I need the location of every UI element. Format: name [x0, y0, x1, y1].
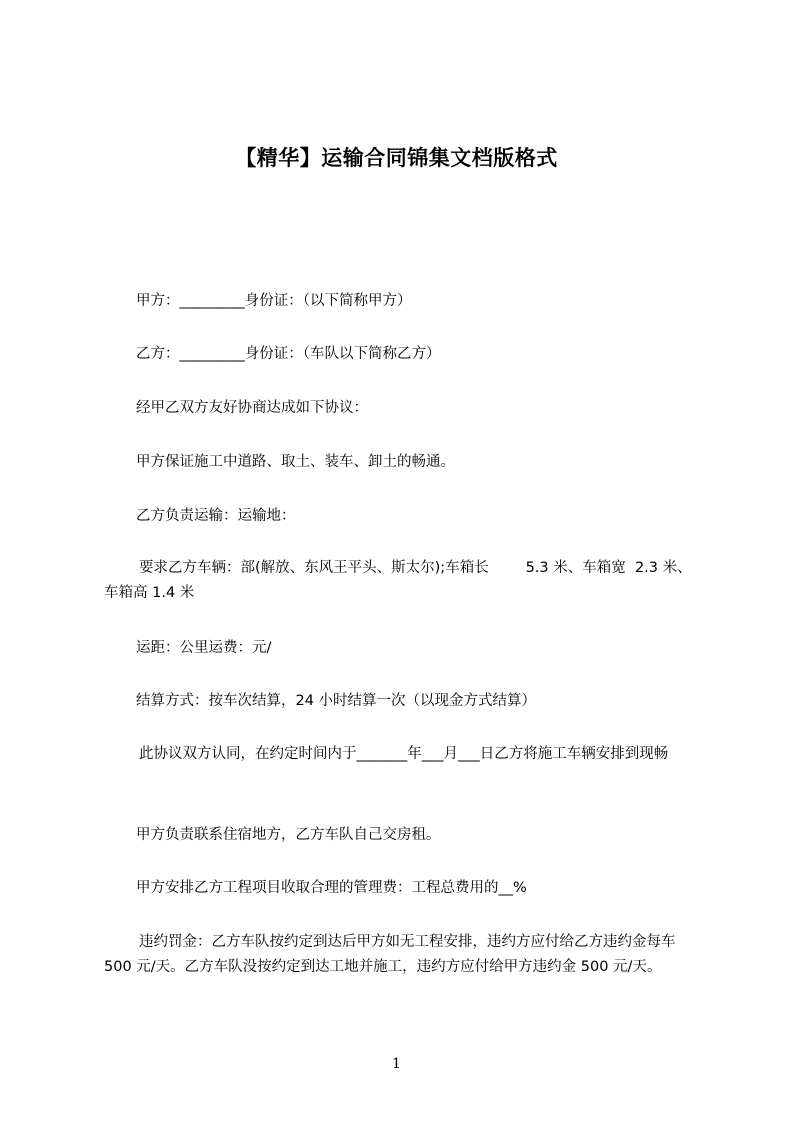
- settlement-method-paragraph: 结算方式：按车次结算，24 小时结算一次（以现金方式结算）: [136, 693, 537, 709]
- transport-responsibility-paragraph: 乙方负责运输：运输地：: [136, 508, 296, 524]
- accommodation-paragraph: 甲方负责联系住宿地方，乙方车队自己交房租。: [136, 827, 441, 843]
- arrival-schedule-paragraph: 此协议双方认同，在约定时间内于_______年___月___日乙方将施工车辆安排到现畅: [139, 746, 669, 762]
- page-number: 1: [392, 1056, 401, 1072]
- road-guarantee-paragraph: 甲方保证施工中道路、取土、装车、卸土的畅通。: [136, 454, 455, 470]
- management-fee-paragraph: 甲方安排乙方工程项目收取合理的管理费：工程总费用的__%: [136, 880, 527, 896]
- penalty-paragraph: 违约罚金：乙方车队按约定到达后甲方如无工程安排，违约方应付给乙方违约金每车 500 元/天。乙方车队没按约定到达工地并施工，违约方应付给甲方违约金 500 元/天。: [104, 934, 681, 975]
- party-b-line: 乙方：_________身份证：（车队以下简称乙方）: [136, 346, 441, 362]
- distance-fee-paragraph: 运距：公里运费：元/: [136, 640, 272, 656]
- agreement-intro-paragraph: 经甲乙双方友好协商达成如下协议：: [136, 400, 368, 416]
- vehicle-requirement-paragraph: 要求乙方车辆：部(解放、东风王平头、斯太尔);车箱长 5.3 米、车箱宽 2.3 米、车箱高 1.4 米: [104, 560, 692, 601]
- party-a-line: 甲方：_________身份证：（以下简称甲方）: [136, 293, 412, 309]
- document-title: 【精华】运输合同锦集文档版格式: [235, 146, 558, 170]
